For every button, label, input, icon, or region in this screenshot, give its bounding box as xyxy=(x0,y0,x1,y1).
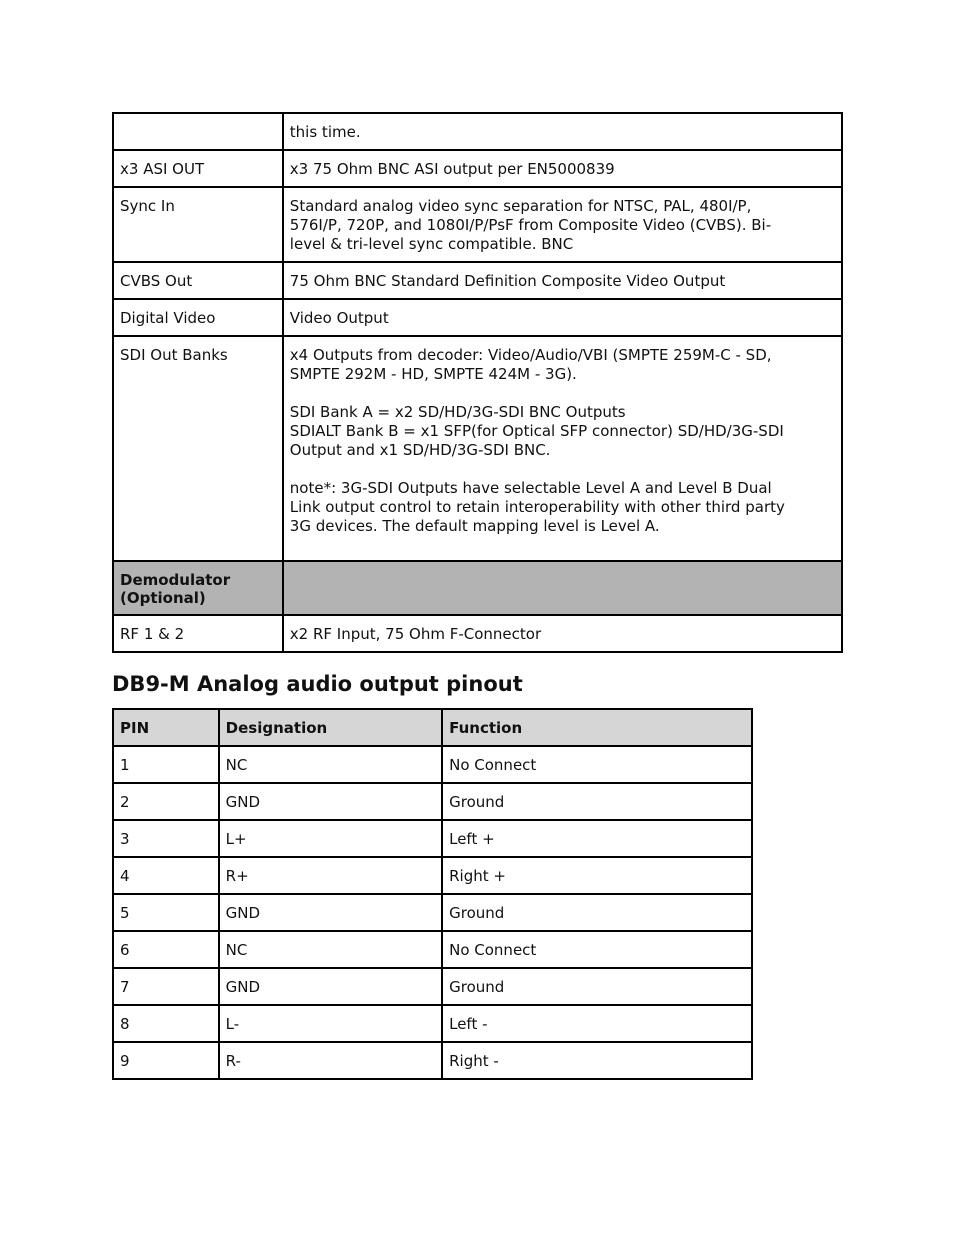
section-label-text xyxy=(120,562,276,614)
table-cell xyxy=(113,820,219,857)
table-cell-text: Left - xyxy=(449,1015,488,1033)
spec-value-cell-text xyxy=(290,263,835,298)
spec-value-cell xyxy=(283,262,842,299)
text-line: x3 75 Ohm BNC ASI output per EN5000839 xyxy=(289,160,615,178)
spec-label-cell xyxy=(113,615,283,652)
spec-value-cell-text xyxy=(290,188,835,261)
table-cell-text: Ground xyxy=(449,904,505,922)
table-row xyxy=(113,783,752,820)
table-cell-text: Ground xyxy=(449,793,505,811)
column-header-text: Function xyxy=(449,719,523,737)
table-cell xyxy=(219,968,442,1005)
table-cell-text: 9 xyxy=(120,1052,130,1070)
table-cell xyxy=(219,894,442,931)
table-row xyxy=(113,931,752,968)
paragraph xyxy=(290,272,835,291)
text-line: 3G devices. The default mapping level is Level A. xyxy=(289,517,660,535)
table-cell-text: NC xyxy=(225,941,248,959)
table-row xyxy=(113,336,842,561)
spec-value-cell xyxy=(283,615,842,652)
table-cell xyxy=(442,1005,752,1042)
spec-label-cell xyxy=(113,187,283,262)
table-cell-text: 7 xyxy=(120,978,130,996)
text-line: Standard analog video sync separation for NTSC, PAL, 480I/P, xyxy=(289,197,752,215)
table-cell xyxy=(113,1042,219,1079)
text-line: SDI Bank A = x2 SD/HD/3G-SDI BNC Outputs xyxy=(289,403,626,421)
table-cell-text: L- xyxy=(225,1015,240,1033)
text-line: Demodulator xyxy=(120,571,231,589)
specifications-table-body xyxy=(113,113,842,652)
spec-value-cell-text xyxy=(290,616,835,651)
paragraph xyxy=(290,123,835,142)
text-line: Output and x1 SD/HD/3G-SDI BNC. xyxy=(289,441,551,459)
table-cell xyxy=(442,857,752,894)
specifications-table xyxy=(112,112,843,653)
table-cell-text: 6 xyxy=(120,941,130,959)
table-cell xyxy=(219,931,442,968)
table-cell xyxy=(219,1042,442,1079)
table-cell-text: 4 xyxy=(120,867,130,885)
text-line: x4 Outputs from decoder: Video/Audio/VBI (SMPTE 259M-C - SD, xyxy=(289,346,772,364)
table-cell xyxy=(442,1042,752,1079)
spec-label-cell xyxy=(113,150,283,187)
table-cell-text: 3 xyxy=(120,830,130,848)
text-line: Video Output xyxy=(289,309,389,327)
spec-label-cell-text: x3 ASI OUT xyxy=(120,160,205,178)
text-line: SDIALT Bank B = x1 SFP(for Optical SFP connector) SD/HD/3G-SDI xyxy=(289,422,784,440)
table-cell-text: No Connect xyxy=(449,756,537,774)
table-cell xyxy=(442,894,752,931)
paragraph xyxy=(290,197,835,254)
pinout-heading: DB9-M Analog audio output pinout xyxy=(112,672,523,696)
column-header xyxy=(219,709,442,746)
spec-label-cell-text: RF 1 & 2 xyxy=(120,625,185,643)
paragraph xyxy=(290,625,835,644)
spec-label-cell xyxy=(113,336,283,561)
table-row xyxy=(113,615,842,652)
table-cell-text: 5 xyxy=(120,904,130,922)
spec-label-cell-text xyxy=(120,114,276,130)
table-row xyxy=(113,968,752,1005)
table-cell xyxy=(113,894,219,931)
section-empty-cell xyxy=(283,561,842,615)
text-line: (Optional) xyxy=(120,589,206,607)
table-row xyxy=(113,894,752,931)
spec-value-cell xyxy=(283,336,842,561)
text-line: SMPTE 292M - HD, SMPTE 424M - 3G). xyxy=(289,365,577,383)
table-cell xyxy=(442,931,752,968)
table-cell xyxy=(113,1005,219,1042)
table-row xyxy=(113,262,842,299)
table-cell xyxy=(113,931,219,968)
table-cell-text: 2 xyxy=(120,793,130,811)
table-cell xyxy=(442,783,752,820)
table-cell-text: Left + xyxy=(449,830,495,848)
spec-label-cell-text: Digital Video xyxy=(120,309,216,327)
spec-value-cell-text xyxy=(290,300,835,335)
text-line: this time. xyxy=(289,123,361,141)
text-line: note*: 3G-SDI Outputs have selectable Level A and Level B Dual xyxy=(289,479,772,497)
table-cell xyxy=(442,820,752,857)
spec-value-cell-text xyxy=(290,151,835,186)
table-cell xyxy=(219,857,442,894)
table-cell xyxy=(113,968,219,1005)
spec-value-cell xyxy=(283,299,842,336)
text-line: x2 RF Input, 75 Ohm F-Connector xyxy=(289,625,542,643)
table-row xyxy=(113,746,752,783)
table-row xyxy=(113,299,842,336)
spec-value-cell-text xyxy=(290,114,835,149)
table-cell-text: Ground xyxy=(449,978,505,996)
pinout-table-body xyxy=(113,709,752,1079)
paragraph xyxy=(290,403,835,460)
spec-label-cell-text: SDI Out Banks xyxy=(120,346,228,364)
table-cell xyxy=(219,746,442,783)
table-cell-text: R- xyxy=(225,1052,241,1070)
paragraph xyxy=(290,160,835,179)
table-cell-text: Right + xyxy=(449,867,506,885)
column-header-text: Designation xyxy=(225,719,328,737)
table-row xyxy=(113,113,842,150)
table-cell xyxy=(113,857,219,894)
column-header xyxy=(442,709,752,746)
column-header xyxy=(113,709,219,746)
text-line: 576I/P, 720P, and 1080I/P/PsF from Composite Video (CVBS). Bi- xyxy=(289,216,772,234)
paragraph xyxy=(290,346,835,384)
section-label-cell xyxy=(113,561,283,615)
pinout-table xyxy=(112,708,753,1080)
paragraph xyxy=(290,309,835,328)
table-cell-text: NC xyxy=(225,756,248,774)
table-cell-text: GND xyxy=(225,978,261,996)
table-cell-text: 8 xyxy=(120,1015,130,1033)
spec-value-cell-text xyxy=(290,337,835,560)
spec-value-cell xyxy=(283,187,842,262)
text-line: level & tri-level sync compatible. BNC xyxy=(289,235,574,253)
spec-label-cell xyxy=(113,262,283,299)
text-line: 75 Ohm BNC Standard Definition Composite Video Output xyxy=(289,272,726,290)
table-cell-text: GND xyxy=(225,904,261,922)
spec-label-cell xyxy=(113,113,283,150)
table-cell xyxy=(113,783,219,820)
table-cell xyxy=(219,783,442,820)
table-cell-text: No Connect xyxy=(449,941,537,959)
table-cell xyxy=(442,746,752,783)
table-cell-text: L+ xyxy=(225,830,247,848)
table-cell-text: GND xyxy=(225,793,261,811)
spec-label-cell xyxy=(113,299,283,336)
table-cell-text: R+ xyxy=(225,867,249,885)
table-cell xyxy=(442,968,752,1005)
table-cell xyxy=(219,1005,442,1042)
pinout-header-row xyxy=(113,709,752,746)
table-row xyxy=(113,1042,752,1079)
section-header-row xyxy=(113,561,842,615)
table-cell-text: 1 xyxy=(120,756,130,774)
spec-value-cell xyxy=(283,150,842,187)
table-row xyxy=(113,150,842,187)
spec-label-cell-text: Sync In xyxy=(120,197,175,215)
table-row xyxy=(113,857,752,894)
column-header-text: PIN xyxy=(120,719,150,737)
spec-value-cell xyxy=(283,113,842,150)
table-cell-text: Right - xyxy=(449,1052,499,1070)
paragraph xyxy=(290,479,835,536)
text-line: Link output control to retain interoperability with other third party xyxy=(289,498,785,516)
table-cell xyxy=(219,820,442,857)
table-row xyxy=(113,187,842,262)
spec-label-cell-text: CVBS Out xyxy=(120,272,193,290)
table-row xyxy=(113,820,752,857)
table-row xyxy=(113,1005,752,1042)
table-cell xyxy=(113,746,219,783)
